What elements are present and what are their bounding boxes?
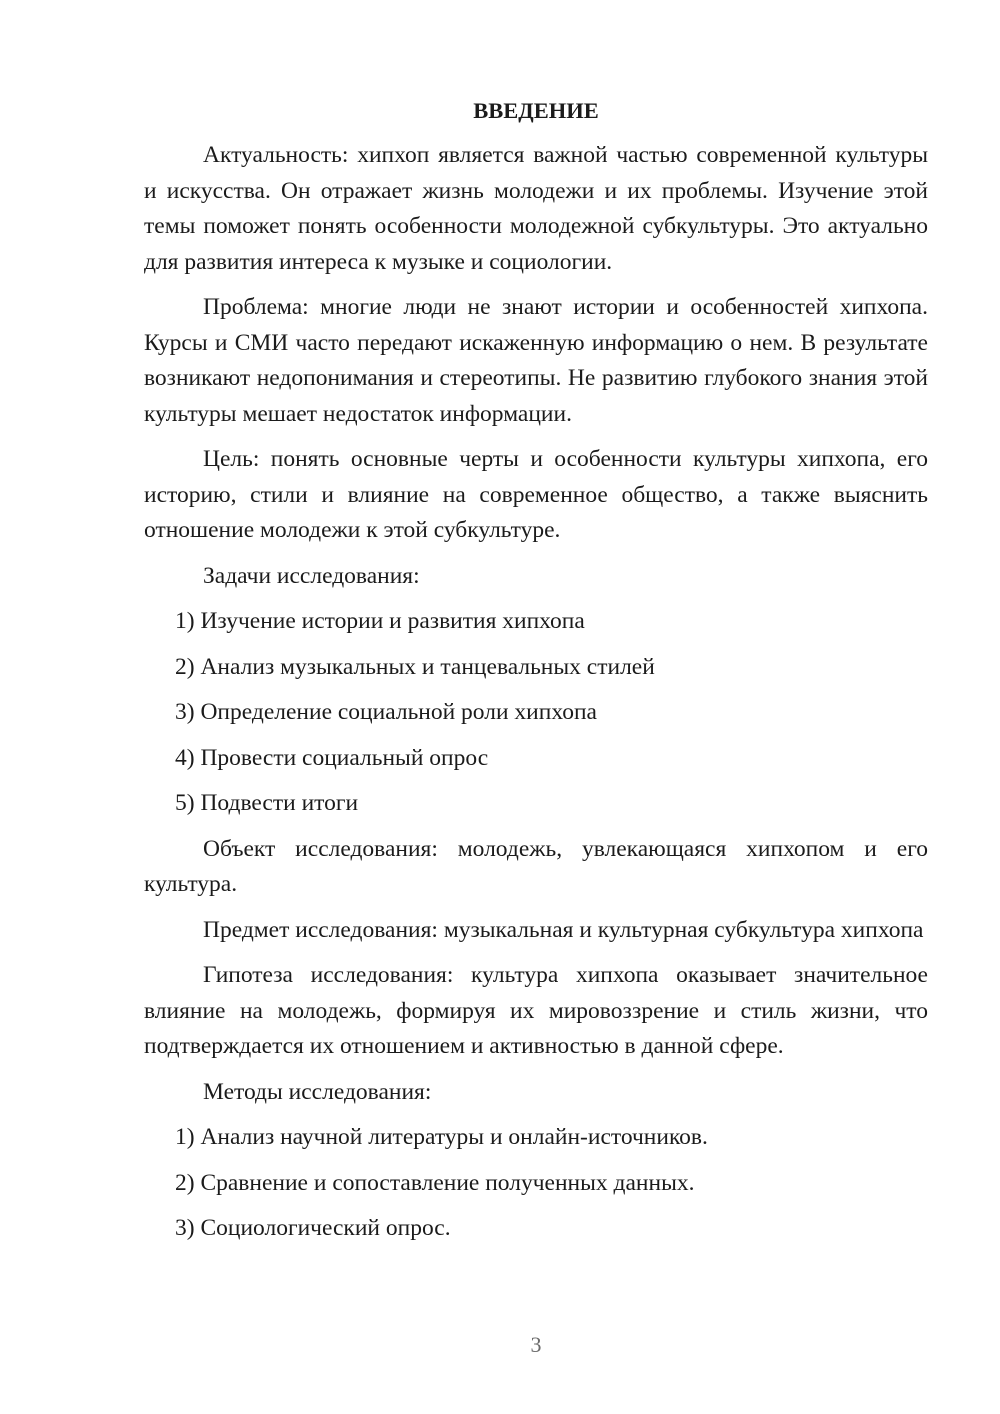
- method-item: 2) Сравнение и сопоставление полученных данных.: [175, 1169, 695, 1196]
- relevance-paragraph: Актуальность: хипхоп является важной частью современной культуры и искусства. Он отражает жизнь молодежи и их проблемы. Изучение этой темы поможет понять особенности молодежной субкультуры. Это актуально для развития интереса к музыке и социологии.: [144, 142, 928, 275]
- task-item: 5) Подвести итоги: [175, 790, 359, 816]
- method-item: 1) Анализ научной литературы и онлайн-источников.: [175, 1124, 708, 1150]
- hypothesis-paragraph: Гипотеза исследования: культура хипхопа оказывает значительное влияние на молодежь, формируя их мировоззрение и стиль жизни, что подтверждается их отношением и активностью в данной сфере.: [144, 962, 928, 1059]
- task-item: 4) Провести социальный опрос: [175, 744, 489, 771]
- methods-list: [144, 1120, 928, 1247]
- task-item: 2) Анализ музыкальных и танцевальных стилей: [175, 653, 655, 680]
- task-item: 1) Изучение истории и развития хипхопа: [175, 608, 585, 634]
- page-content: [144, 93, 928, 1257]
- tasks-list: [144, 604, 928, 822]
- method-item: 3) Социологический опрос.: [175, 1215, 451, 1241]
- tasks-label: Задачи исследования:: [203, 562, 420, 589]
- problem-paragraph: Проблема: многие люди не знают истории и особенностей хипхопа. Курсы и СМИ часто передают искаженную информацию о нем. В результате возникают недопонимания и стереотипы. Не развитию глубокого знания этой культуры мешает недостаток информации.: [144, 294, 928, 427]
- section-title: ВВЕДЕНИЕ: [473, 98, 599, 123]
- subject-paragraph: Предмет исследования: музыкальная и культурная субкультура хипхопа: [203, 916, 924, 943]
- goal-paragraph: Цель: понять основные черты и особенности культуры хипхопа, его историю, стили и влияние на современное общество, а также выяснить отношение молодежи к этой субкультуре.: [144, 446, 928, 543]
- task-item: 3) Определение социальной роли хипхопа: [175, 699, 597, 725]
- methods-label: Методы исследования:: [203, 1078, 432, 1105]
- object-paragraph: Объект исследования: молодежь, увлекающаяся хипхопом и его культура.: [144, 835, 928, 897]
- page-number: 3: [530, 1332, 542, 1357]
